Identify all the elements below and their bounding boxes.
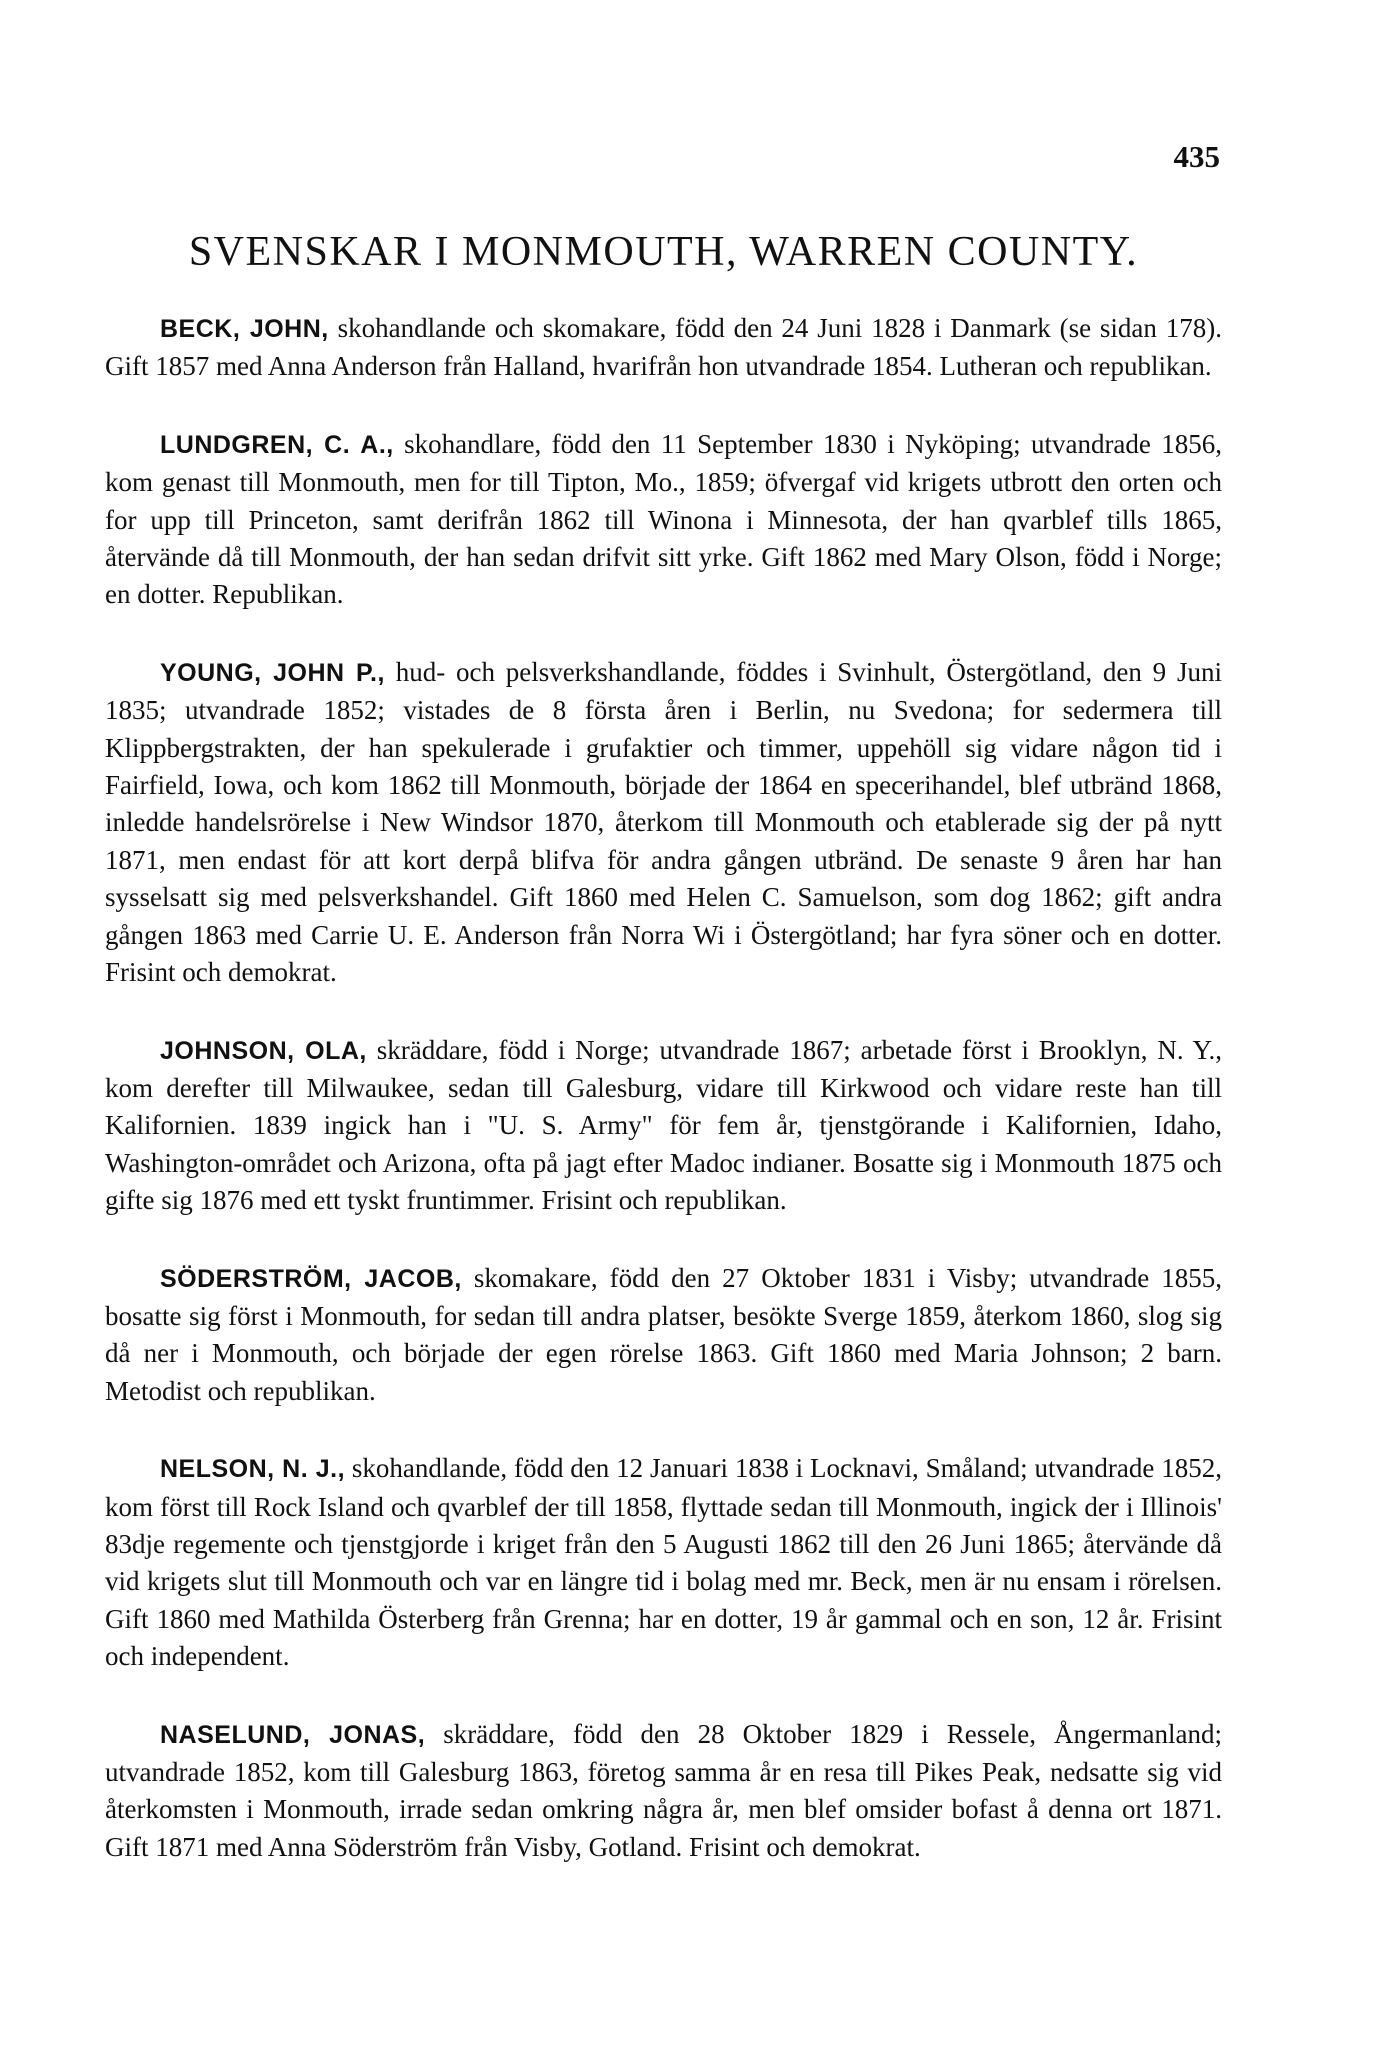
entry-soderstrom	[105, 1260, 1222, 1411]
entry-text: hud- och pelsverkshandlande, föddes i Svinhult, Östergötland, den 9 Juni 1835; utvandrade 1852; vistades de 8 första åren i Berlin, nu Svedona; for sedermera till Klippbergstrakten, der han spekulerade i grufaktier och timmer, uppehöll sig vidare någon tid i Fairfield, Iowa, och kom 1862 till Monmouth, började der 1864 en specerihandel, blef utbränd 1868, inledde handelsrörelse i New Windsor 1870, återkom till Monmouth och etablerade sig der på nytt 1871, men endast för att kort derpå blifva för andra gången utbränd. De senaste 9 åren har han sysselsatt sig med pelsverkshandel. Gift 1860 med Helen C. Samuelson, som dog 1862; gift andra gången 1863 med Carrie U. E. Anderson från Norra Wi i Östergötland; har fyra söner och en dotter. Frisint och demokrat.	[105, 656, 1222, 988]
entry-text: skohandlare, född den 11 September 1830 i Nyköping; utvandrade 1856, kom genast till Monmouth, men for till Tipton, Mo., 1859; öfvergaf vid krigets utbrott den orten och for upp till Princeton, samt derifrån 1862 till Winona i Minnesota, der han qvarblef tills 1865, återvände då till Monmouth, der han sedan drifvit sitt yrke. Gift 1862 med Mary Olson, född i Norge; en dotter. Republikan.	[105, 428, 1222, 610]
entry-name: JOHNSON, OLA,	[160, 1036, 367, 1065]
page-number: 435	[1173, 139, 1220, 174]
entry-naselund	[105, 1716, 1222, 1867]
entry-johnson	[105, 1032, 1222, 1220]
entry-name: LUNDGREN, C. A.,	[160, 430, 394, 459]
entry-name: SÖDERSTRÖM, JACOB,	[160, 1264, 462, 1293]
entry-name: NELSON, N. J.,	[160, 1455, 346, 1484]
entry-nelson	[105, 1450, 1222, 1675]
entry-text: skräddare, född den 28 Oktober 1829 i Ressele, Ångermanland; utvandrade 1852, kom till Galesburg 1863, företog samma år en resa till Pikes Peak, nedsatte sig vid återkomsten i Monmouth, irrade sedan omkring några år, men blef omsider bofast å denna ort 1871. Gift 1871 med Anna Söderström från Visby, Gotland. Frisint och demokrat.	[105, 1718, 1222, 1862]
page-title: SVENSKAR I MONMOUTH, WARREN COUNTY.	[188, 229, 1139, 275]
entry-text: skräddare, född i Norge; utvandrade 1867; arbetade först i Brooklyn, N. Y., kom derefter till Milwaukee, sedan till Galesburg, vidare till Kirkwood och vidare reste han till Kalifornien. 1839 ingick han i "U. S. Army" för fem år, tjenstgörande i Kalifornien, Idaho, Washington-området och Arizona, ofta på jagt efter Madoc indianer. Bosatte sig i Monmouth 1875 och gifte sig 1876 med ett tyskt fruntimmer. Frisint och republikan.	[105, 1034, 1222, 1216]
entry-beck	[105, 310, 1222, 386]
entry-text: skomakare, född den 27 Oktober 1831 i Visby; utvandrade 1855, bosatte sig först i Monmouth, for sedan till andra platser, besökte Sverge 1859, återkom 1860, slog sig då ner i Monmouth, och började der egen rörelse 1863. Gift 1860 med Maria Johnson; 2 barn. Metodist och republikan.	[105, 1262, 1223, 1406]
entry-text: skohandlande och skomakare, född den 24 Juni 1828 i Danmark (se sidan 178). Gift 1857 med Anna Anderson från Halland, hvarifrån hon utvandrade 1854. Lutheran och republikan.	[105, 313, 1222, 382]
entry-name: NASELUND, JONAS,	[160, 1720, 426, 1749]
entry-text: skohandlande, född den 12 Januari 1838 i Locknavi, Småland; utvandrade 1852, kom först till Rock Island och qvarblef der till 1858, flyttade sedan till Monmouth, ingick der i Illinois' 83dje regemente och tjenstgjorde i kriget från den 5 Augusti 1862 till den 26 Juni 1865; återvände då vid krigets slut till Monmouth och var en längre tid i bolag med mr. Beck, men är nu ensam i rörelsen. Gift 1860 med Mathilda Österberg från Grenna; har en dotter, 19 år gammal och en son, 12 år. Frisint och independent.	[105, 1453, 1222, 1672]
entry-lundgren	[105, 426, 1222, 614]
entry-young	[105, 654, 1222, 992]
entry-list	[105, 310, 1222, 1906]
entry-name: YOUNG, JOHN P.,	[160, 658, 385, 687]
entry-name: BECK, JOHN,	[160, 315, 329, 343]
